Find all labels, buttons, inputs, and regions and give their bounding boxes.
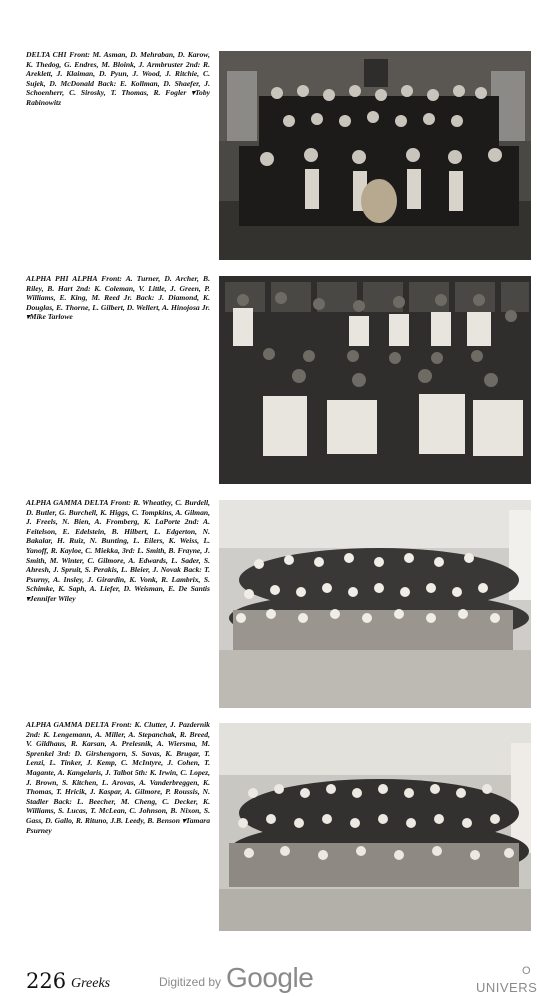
- section-label: Greeks: [71, 976, 111, 991]
- org-name: ALPHA GAMMA DELTA: [26, 498, 109, 507]
- caption-text: Front: R. Wheatley, C. Burdell, D. Butler, G. Burchell, K. Higgs, C. Tompkins, A. Gilman, J. Freels, N. Bien, A. Fromberg, K. LaPorte 2nd: A. Feitelson, E. Edelstein, B. Hilbert, L. Edgerton, N. Bakalar, H. Ruiz, N. Bunting, L. Eilers, K. Weiss, L. Yanoff, R. Kayloe, C. Miekka, 3rd: L. Smith, B. Frayne, J. Smith, M. Winter, C. Gilmore, A. Edwards, L. Sader, S. Ahresh, J. Spruit, S. Perakis, L. Bleier, J. Novak Back: T. Psurny, A. Insley, J. Girardin, K. Vonk, R. Lambrix, S. Schimke, K. Saph, A. Liefer, D. Weisman, E. De Santis ▾Jennifer Wiley: [26, 498, 210, 603]
- caption-alpha-gamma-delta-1: [26, 498, 210, 604]
- caption-alpha-phi-alpha: [26, 274, 210, 322]
- group-photo-alpha-gamma-delta-2: [219, 723, 531, 931]
- digitized-by-label: Digitized by: [159, 975, 222, 989]
- university-watermark: UNIVERS: [476, 980, 537, 995]
- page-number: 226: [26, 969, 67, 993]
- org-name: ALPHA GAMMA DELTA: [26, 720, 109, 729]
- group-photo-alpha-phi-alpha: [219, 276, 531, 484]
- caption-text: Front: M. Asman, D. Mehraban, D. Karow, K. Thedog, G. Endres, M. Bloink, J. Armbruster 2nd: R. Areklett, J. Klaiman, D. Pyun, J. Wood, J. Ritchie, C. Sujek, D. McDonald Back: E. Kollman, D. Shaefer, J. Schoenherr, C. Sirosky, T. Thomas, R. Fogler ▾Toby Rabinowitz: [26, 50, 210, 107]
- caption-alpha-gamma-delta-2: [26, 720, 210, 835]
- university-watermark-top: O: [522, 965, 531, 977]
- group-photo-alpha-gamma-delta-1: [219, 500, 531, 708]
- caption-delta-chi: [26, 50, 210, 108]
- google-wordmark: Google: [226, 962, 314, 993]
- org-name: DELTA CHI: [26, 50, 67, 59]
- caption-text: Front: K. Clutter, J. Pazdernik 2nd: K. Lengemann, A. Miller, A. Stepanchak, R. Breed, V. Gildhaus, R. Karsan, A. Prelesnik, A. Wiersma, M. Sprenkel 3rd: D. Girshengorn, S. Savas, K. Brugar, T. Lenzi, L. Tinker, J. Kemp, C. McIntyre, J. Cohen, T. Magante, A. Kangelaris, J. Talbot 5th: K. Irwin, C. Lopez, J. Brown, S. Kitchen, L. Arovas, A. Vanderbreggen, K. Thomas, T. Hricik, J. Kaspar, A. Gilmore, P. Roussis, N. Stadler Back: L. Beecher, M. Cheng, C. Decker, K. Williams, S. Lucas, T. McLean, C. Johnson, B. Nixon, S. Gass, D. Gallo, R. Rituno, J.B. Leedy, B. Benson ▾Tamara Psurney: [26, 720, 210, 835]
- group-photo-delta-chi: [219, 51, 531, 260]
- org-name: ALPHA PHI ALPHA: [26, 274, 98, 283]
- caption-text: Front: A. Turner, D. Archer, B. Riley, B. Hart 2nd: K. Coleman, V. Little, J. Green, P. Williams, E. King, M. Reed Jr. Back: J. Diamond, K. Douglas, E. Thorne, L. Gilbert, D. Wellert, A. Hinojosa Jr. ▾Mike Tarlowe: [26, 274, 210, 322]
